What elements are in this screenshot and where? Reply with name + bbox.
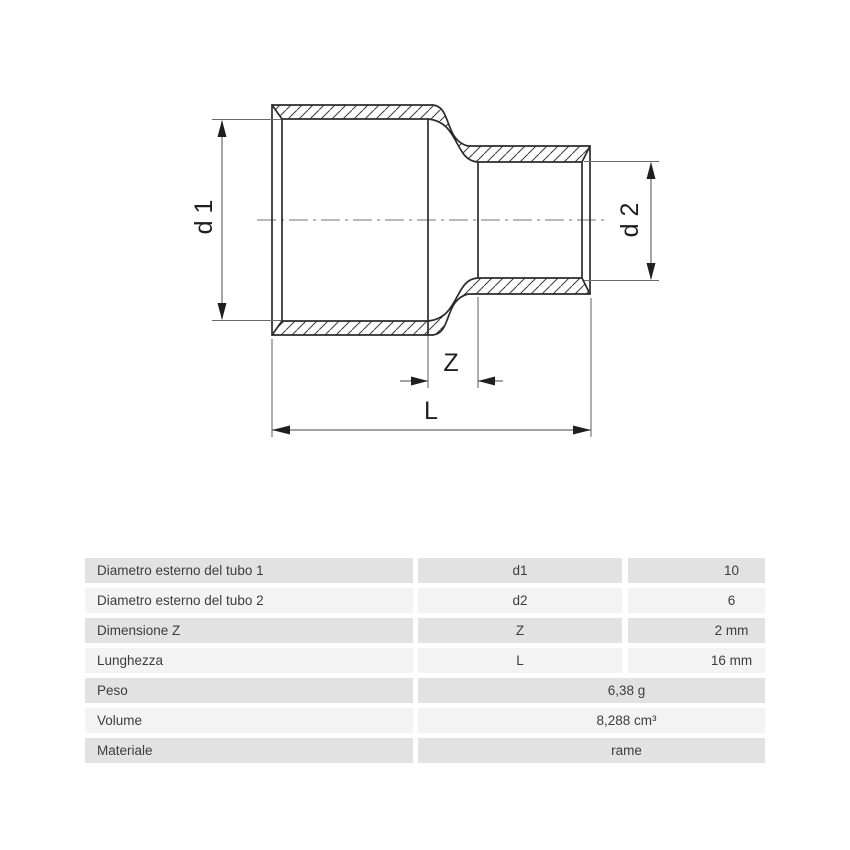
row-symbol: d1: [418, 558, 622, 583]
table-row: [85, 588, 765, 613]
dimension-d2: [584, 162, 659, 281]
table-row: [85, 558, 765, 583]
row-label: Diametro esterno del tubo 1: [85, 558, 413, 583]
arrow-right-icon: [411, 377, 428, 386]
dim-label-l: L: [424, 397, 438, 425]
table-row: [85, 738, 765, 763]
row-value: 6: [628, 588, 765, 613]
wall-bottom: [272, 278, 590, 335]
dim-label-d1: d 1: [190, 199, 218, 235]
table-row: [85, 678, 765, 703]
table-row: [85, 648, 765, 673]
arrow-up-icon: [218, 120, 227, 137]
row-symbol: Z: [418, 618, 622, 643]
row-label: Lunghezza: [85, 648, 413, 673]
arrow-left-icon: [272, 426, 290, 435]
arrow-down-icon: [218, 303, 227, 320]
row-value: 2 mm: [628, 618, 765, 643]
row-label: Peso: [85, 678, 413, 703]
row-value: 6,38 g: [418, 678, 765, 703]
row-value: 8,288 cm³: [418, 708, 765, 733]
table-row: [85, 618, 765, 643]
table-row: [85, 708, 765, 733]
row-value: 16 mm: [628, 648, 765, 673]
dimension-l: [272, 298, 591, 437]
spec-table: [85, 558, 765, 768]
row-value: 10: [628, 558, 765, 583]
arrow-left-icon: [478, 377, 495, 386]
row-label: Dimensione Z: [85, 618, 413, 643]
row-symbol: L: [418, 648, 622, 673]
row-label: Materiale: [85, 738, 413, 763]
wall-top: [272, 105, 590, 162]
row-symbol: d2: [418, 588, 622, 613]
arrow-right-icon: [573, 426, 591, 435]
arrow-down-icon: [647, 263, 656, 280]
dim-label-z: Z: [443, 349, 459, 377]
arrow-up-icon: [647, 162, 656, 179]
row-value: rame: [418, 738, 765, 763]
dim-label-d2: d 2: [616, 202, 644, 238]
row-label: Diametro esterno del tubo 2: [85, 588, 413, 613]
row-label: Volume: [85, 708, 413, 733]
